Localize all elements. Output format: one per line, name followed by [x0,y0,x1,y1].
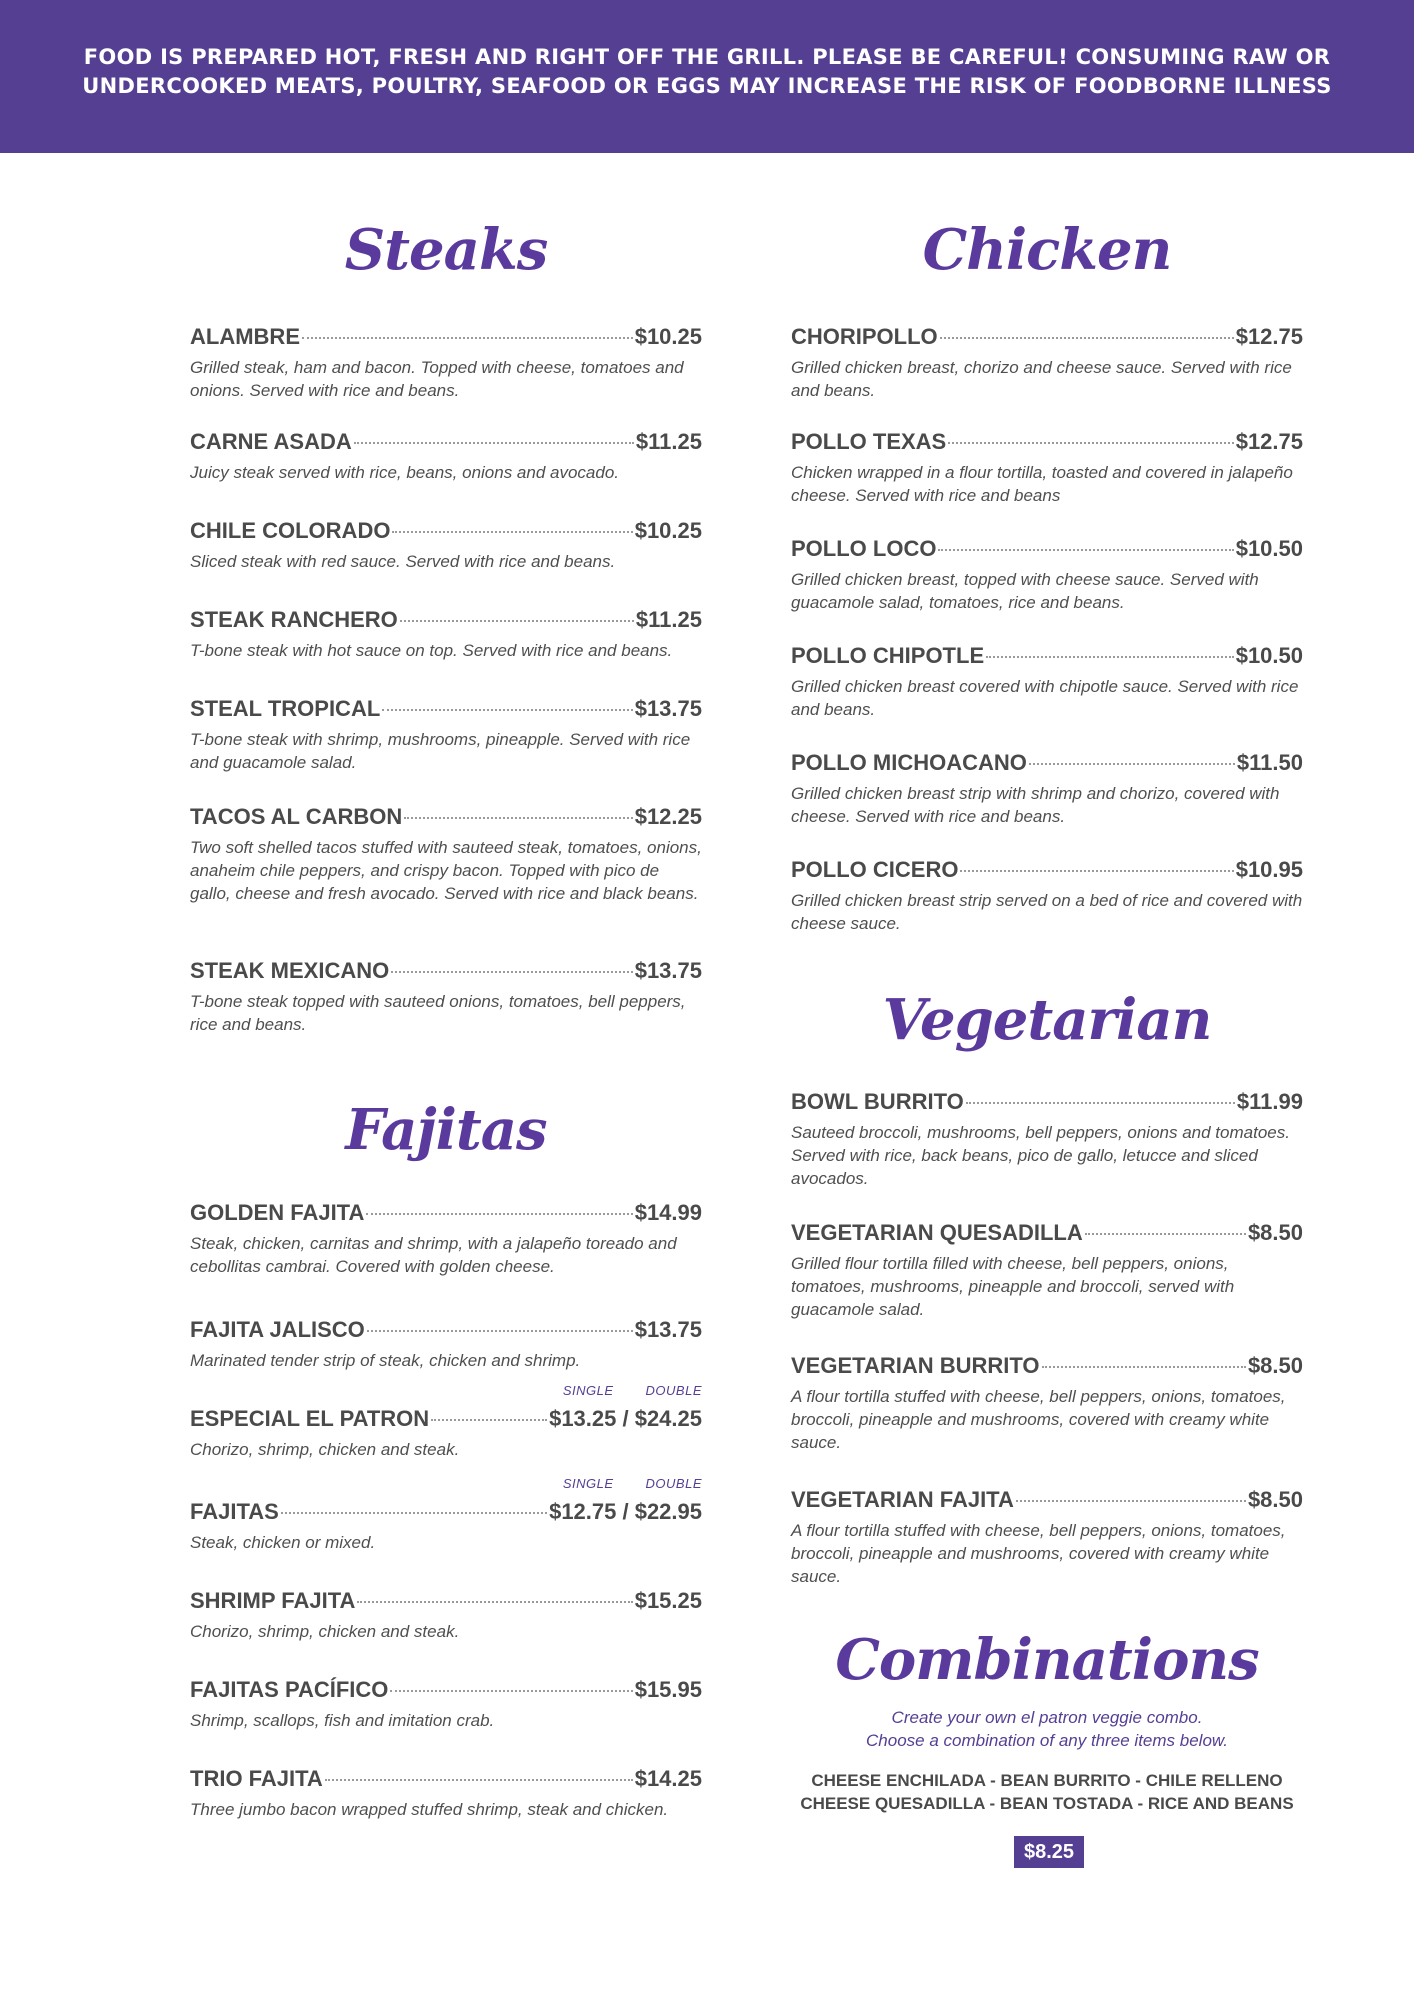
menu-item [190,1765,702,1821]
menu-item [791,1352,1303,1454]
dot-leader [390,1690,632,1692]
item-price: $14.25 [634,1766,702,1791]
item-name: FAJITA JALISCO [190,1317,365,1342]
section-title-fajitas: Fajitas [345,1097,547,1163]
single-label: SINGLE [562,1383,614,1398]
menu-item [791,856,1303,935]
dot-leader [400,620,634,622]
item-price: $12.75 / $22.95 [549,1499,702,1524]
size-labels [563,1476,702,1491]
menu-item [190,695,702,774]
item-name: POLLO CHIPOTLE [791,643,985,668]
item-price: $8.50 [1247,1353,1303,1378]
item-price: $14.99 [634,1200,702,1225]
menu-item [190,1199,702,1278]
item-price: $12.75 [1235,324,1303,349]
dot-leader [302,337,633,339]
dot-leader [354,442,634,444]
dot-leader [948,442,1233,444]
menu-item [791,1219,1303,1321]
item-name: CHILE COLORADO [190,518,391,543]
item-name: ESPECIAL EL PATRON [190,1406,430,1431]
item-name: BOWL BURRITO [791,1089,964,1114]
dot-leader [986,656,1234,658]
item-name: POLLO CICERO [791,857,959,882]
menu-item [190,428,702,484]
item-description: Juicy steak served with rice, beans, onions and avocado. [190,463,620,482]
item-name: VEGETARIAN BURRITO [791,1353,1040,1378]
section-title-steaks: Steaks [344,217,548,283]
combinations-items-line-2: CHEESE QUESADILLA - BEAN TOSTADA - RICE AND BEANS [800,1794,1294,1813]
item-name: POLLO LOCO [791,536,937,561]
menu-item [190,517,702,573]
dot-leader [1016,1500,1246,1502]
item-description: Grilled chicken breast, topped with cheese sauce. Served with guacamole salad, tomatoes, rice and beans. [791,570,1259,612]
item-name: STEAK MEXICANO [190,958,390,983]
item-description: T-bone steak with hot sauce on top. Served with rice and beans. [190,641,673,660]
dot-leader [940,337,1234,339]
dot-leader [367,1330,633,1332]
item-description: A flour tortilla stuffed with cheese, bell peppers, onions, tomatoes, broccoli, pineapple and mushrooms, covered with creamy white sauce. [791,1387,1286,1452]
dot-leader [938,549,1233,551]
banner-line-2: UNDERCOOKED MEATS, POULTRY, SEAFOOD OR EGGS MAY INCREASE THE RISK OF FOODBORNE ILLNESS [82,73,1332,98]
banner-line-1: FOOD IS PREPARED HOT, FRESH AND RIGHT OFF THE GRILL. PLEASE BE CAREFUL! CONSUMING RAW OR [83,44,1331,69]
combinations-line-1: Create your own el patron veggie combo. [891,1708,1203,1727]
item-price: $10.50 [1235,643,1303,668]
menu-item [791,1486,1303,1588]
item-name: ALAMBRE [190,324,300,349]
item-name: STEAL TROPICAL [190,696,381,721]
item-description: Grilled steak, ham and bacon. Topped with cheese, tomatoes and onions. Served with rice and beans. [190,358,684,400]
banner-text [77,43,1337,101]
dot-leader [1029,763,1235,765]
item-description: Shrimp, scallops, fish and imitation crab. [190,1711,495,1730]
item-description: Three jumbo bacon wrapped stuffed shrimp, steak and chicken. [190,1800,669,1819]
item-description: Chicken wrapped in a flour tortilla, toasted and covered in jalapeño cheese. Served with rice and beans [791,463,1293,505]
item-name: CHORIPOLLO [791,324,938,349]
item-price: $8.50 [1247,1220,1303,1245]
item-price: $15.25 [634,1588,702,1613]
dot-leader [357,1601,632,1603]
item-price: $11.99 [1236,1089,1303,1114]
dot-leader [281,1512,547,1514]
menu-item [190,803,702,905]
menu-item [190,1316,702,1372]
item-name: FAJITAS [190,1499,279,1524]
item-description: A flour tortilla stuffed with cheese, bell peppers, onions, tomatoes, broccoli, pineapple and mushrooms, covered with creamy white sauce. [791,1521,1286,1586]
item-description: Grilled flour tortilla filled with cheese, bell peppers, onions, tomatoes, mushrooms, pineapple and broccoli, served with guacamole salad. [791,1254,1235,1319]
item-description: Grilled chicken breast, chorizo and cheese sauce. Served with rice and beans. [791,358,1292,400]
dot-leader [1085,1233,1246,1235]
menu-item [791,323,1303,402]
dot-leader [1042,1366,1246,1368]
menu-item [791,642,1303,721]
dot-leader [966,1102,1235,1104]
dot-leader [431,1419,547,1421]
item-price: $13.25 / $24.25 [549,1406,702,1431]
menu-item [190,1676,702,1732]
item-price: $8.50 [1247,1487,1303,1512]
item-description: Chorizo, shrimp, chicken and steak. [190,1622,460,1641]
item-price: $11.25 [635,429,702,454]
item-description: Chorizo, shrimp, chicken and steak. [190,1440,460,1459]
item-price: $15.95 [634,1677,702,1702]
food-safety-banner [0,0,1414,153]
item-description: Grilled chicken breast strip served on a bed of rice and covered with cheese sauce. [791,891,1303,933]
menu-item [791,1088,1303,1190]
dot-leader [392,531,632,533]
double-label: DOUBLE [645,1383,702,1398]
item-price: $10.25 [634,518,702,543]
item-price: $11.25 [635,607,702,632]
section-title-vegetarian: Vegetarian [882,987,1212,1053]
section-title-combinations: Combinations [835,1627,1259,1693]
item-price: $11.50 [1236,750,1303,775]
item-name: POLLO TEXAS [791,429,947,454]
dot-leader [391,971,632,973]
item-name: VEGETARIAN QUESADILLA [791,1220,1083,1245]
dot-leader [366,1213,632,1215]
menu-item [791,428,1303,507]
menu-item [791,535,1303,614]
item-description: Steak, chicken or mixed. [190,1533,376,1552]
item-name: SHRIMP FAJITA [190,1588,356,1613]
item-description: Steak, chicken, carnitas and shrimp, with a jalapeño toreado and cebollitas cambrai. Covered with golden cheese. [190,1234,677,1276]
item-name: STEAK RANCHERO [190,607,398,632]
item-price: $12.25 [634,804,702,829]
item-price: $10.50 [1235,536,1303,561]
dot-leader [960,870,1233,872]
menu-item [190,323,702,402]
dot-leader [404,817,632,819]
item-name: FAJITAS PACÍFICO [190,1677,389,1702]
menu-item [190,1383,702,1461]
item-price: $13.75 [634,958,702,983]
item-name: VEGETARIAN FAJITA [791,1487,1014,1512]
item-name: CARNE ASADA [190,429,352,454]
item-description: Grilled chicken breast strip with shrimp and chorizo, covered with cheese. Served with rice and beans. [791,784,1280,826]
item-description: Sauteed broccoli, mushrooms, bell peppers, onions and tomatoes. Served with rice, back beans, pico de gallo, letucce and sliced avocados. [791,1123,1290,1188]
item-price: $10.95 [1235,857,1303,882]
menu-item [190,606,702,662]
menu-item [190,957,702,1036]
item-description: T-bone steak with shrimp, mushrooms, pineapple. Served with rice and guacamole salad. [190,730,691,772]
combinations-intro [791,1706,1303,1752]
dot-leader [382,709,632,711]
item-price: $13.75 [634,1317,702,1342]
item-price: $10.25 [634,324,702,349]
item-description: Two soft shelled tacos stuffed with sauteed steak, tomatoes, onions, anaheim chile peppers, and crispy bacon. Topped with pico de gallo, cheese and fresh avocado. Served with rice and black beans. [190,838,702,903]
single-label: SINGLE [562,1476,614,1491]
combinations-price-badge: $8.25 [1014,1836,1084,1868]
combinations-line-2: Choose a combination of any three items below. [866,1731,1228,1750]
combinations-items [771,1769,1323,1815]
item-name: TRIO FAJITA [190,1766,323,1791]
menu-item [190,1476,702,1554]
item-description: Grilled chicken breast covered with chipotle sauce. Served with rice and beans. [791,677,1299,719]
double-label: DOUBLE [645,1476,702,1491]
section-title-chicken: Chicken [922,217,1172,283]
size-labels [563,1383,702,1398]
item-description: Marinated tender strip of steak, chicken and shrimp. [190,1351,581,1370]
item-description: Sliced steak with red sauce. Served with rice and beans. [190,552,616,571]
item-price: $13.75 [634,696,702,721]
item-name: GOLDEN FAJITA [190,1200,365,1225]
menu-item [190,1587,702,1643]
item-name: POLLO MICHOACANO [791,750,1027,775]
item-price: $12.75 [1235,429,1303,454]
item-name: TACOS AL CARBON [190,804,403,829]
combinations-items-line-1: CHEESE ENCHILADA - BEAN BURRITO - CHILE RELLENO [811,1771,1283,1790]
menu-item [791,749,1303,828]
dot-leader [325,1779,633,1781]
item-description: T-bone steak topped with sauteed onions, tomatoes, bell peppers, rice and beans. [190,992,686,1034]
